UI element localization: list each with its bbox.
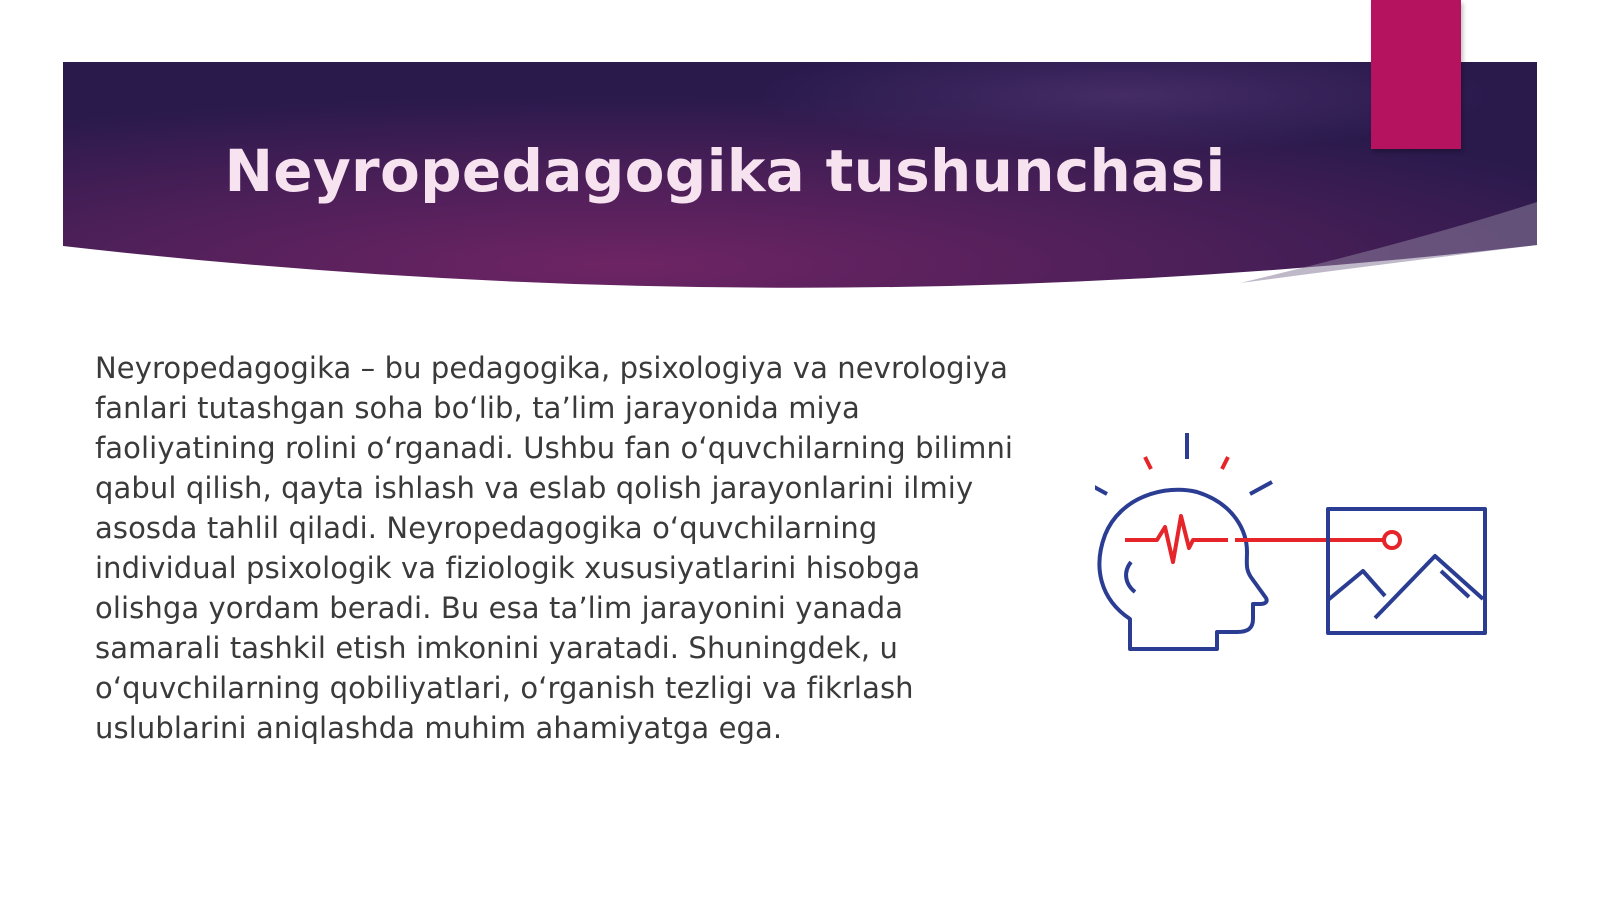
mountain-right [1375, 556, 1483, 618]
connector-dot [1384, 532, 1400, 548]
mountain-left [1328, 571, 1385, 600]
head-brain-pulse-to-image-icon [1095, 432, 1495, 672]
pulse-icon [1125, 516, 1228, 562]
accent-bar [1371, 0, 1461, 149]
body-paragraph: Neyropedagogika – bu pedagogika, psixologiya va nevrologiya fanlari tutashgan soha bo‘lib, ta’lim jarayonida miya faoliyatining rolini o‘rganadi. Ushbu fan o‘quvchilarning bilimni qabul qilish, qayta ishlash va eslab qolish jarayonlarini ilmiy asosda tahlil qiladi. Neyropedagogika o‘quvchilarning individual psixologik va fiziologik xususiyatlarini hisobga olishga yordam beradi. Bu esa ta’lim jarayonini yanada samarali tashkil etish imkonini yaratadi. Shuningdek, u o‘quvchilarning qobiliyatlari, o‘rganish tezligi va fikrlash uslublarini aniqlashda muhim ahamiyatga ega. [95, 351, 1014, 745]
head-outline-icon [1099, 490, 1266, 649]
inner-arc [1126, 562, 1135, 592]
ray-lines [1095, 433, 1272, 494]
image-frame-icon [1328, 509, 1485, 633]
slide-title: Neyropedagogika tushunchasi [224, 137, 1226, 205]
